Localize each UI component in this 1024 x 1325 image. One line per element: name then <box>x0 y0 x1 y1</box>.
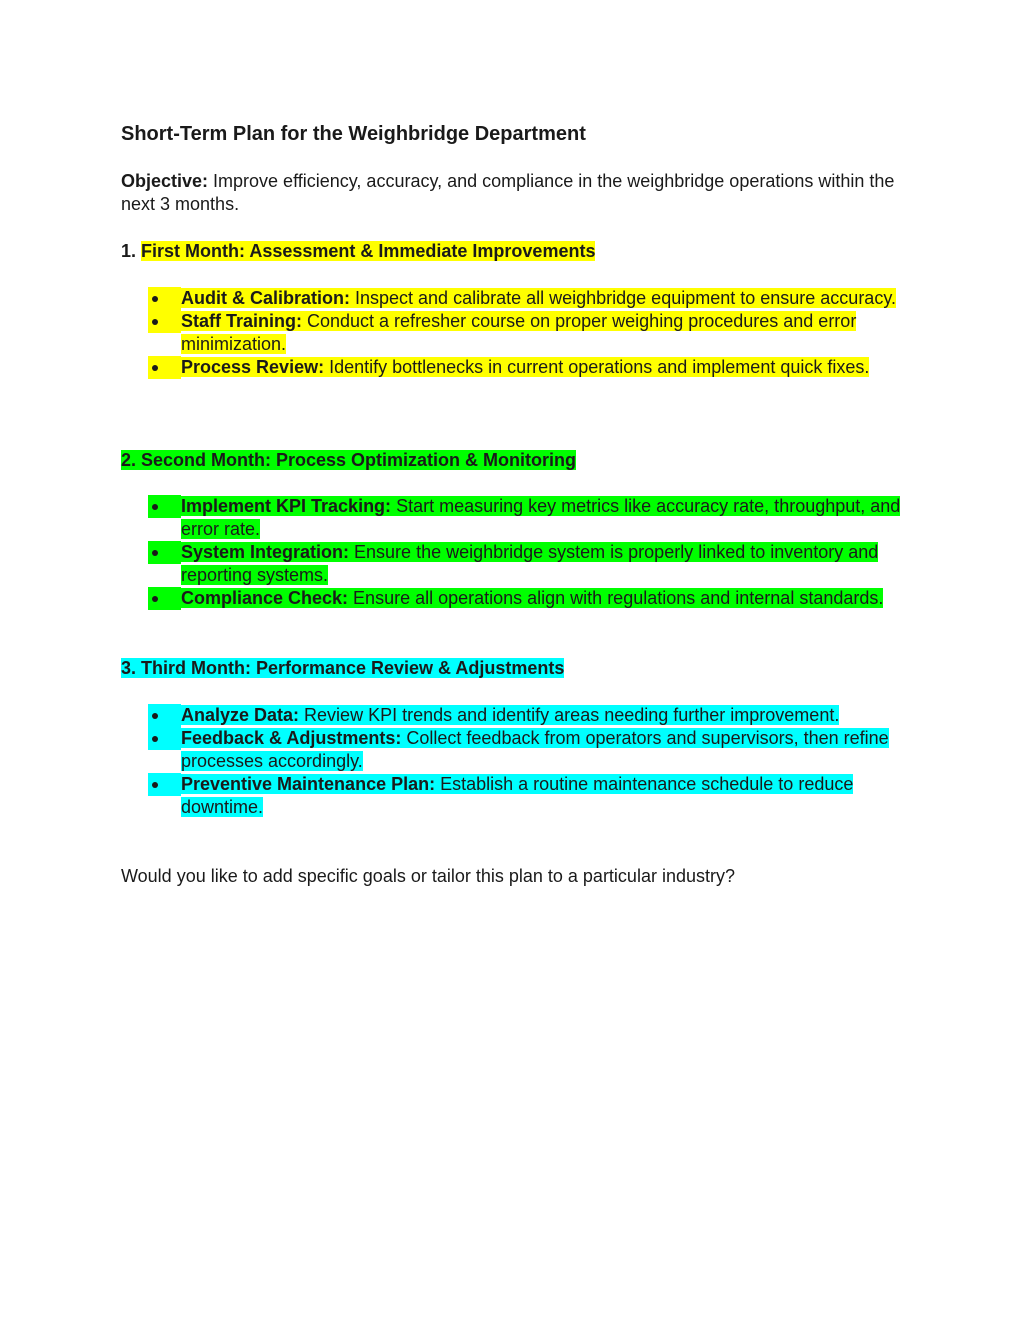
section-list-3 <box>121 704 911 819</box>
list-item-text <box>181 774 853 817</box>
section-title-2: Second Month: Process Optimization & Monitoring <box>141 450 577 470</box>
section-number-2: 2. <box>121 450 142 470</box>
list-item-text <box>181 588 883 608</box>
section-heading-1 <box>121 240 595 263</box>
bullet-icon <box>148 587 181 610</box>
list-item-label: Compliance Check: <box>181 588 349 608</box>
list-item-label: Implement KPI Tracking: <box>181 496 392 516</box>
list-item-label: System Integration: <box>181 542 350 562</box>
list-item-body: Establish a routine maintenance schedule to reduce downtime. <box>181 774 854 817</box>
list-item-label: Analyze Data: <box>181 705 300 725</box>
list-item-text <box>181 542 878 585</box>
list-item <box>121 495 911 541</box>
list-item-text <box>181 496 900 539</box>
document-title: Short-Term Plan for the Weighbridge Department <box>121 123 586 145</box>
list-item <box>121 773 911 819</box>
list-item-body: Ensure all operations align with regulations and internal standards. <box>348 588 884 608</box>
bullet-icon <box>148 773 181 796</box>
list-item-body: Conduct a refresher course on proper weighing procedures and error minimization. <box>181 311 857 354</box>
objective-label: Objective: <box>121 171 209 191</box>
list-item-text <box>181 728 889 771</box>
section-title-1: First Month: Assessment & Immediate Improvements <box>141 241 596 261</box>
bullet-icon <box>148 356 181 379</box>
list-item-text <box>181 311 856 354</box>
list-item-body: Review KPI trends and identify areas needing further improvement. <box>299 705 840 725</box>
bullet-icon <box>148 727 181 750</box>
objective-paragraph <box>121 170 906 216</box>
list-item-body: Collect feedback from operators and supervisors, then refine processes accordingly. <box>181 728 889 771</box>
list-item-text <box>181 705 839 725</box>
list-item <box>121 587 911 610</box>
bullet-icon <box>148 310 181 333</box>
list-item-label: Preventive Maintenance Plan: <box>181 774 436 794</box>
list-item-body: Inspect and calibrate all weighbridge equipment to ensure accuracy. <box>350 288 896 308</box>
list-item-label: Audit & Calibration: <box>181 288 350 308</box>
section-heading-3 <box>121 657 564 680</box>
bullet-icon <box>148 704 181 727</box>
bullet-icon <box>148 495 181 518</box>
section-number-1: 1. <box>121 241 142 261</box>
list-item <box>121 541 911 587</box>
list-item <box>121 704 911 727</box>
section-title-3: Third Month: Performance Review & Adjustments <box>141 658 565 678</box>
list-item-body: Ensure the weighbridge system is properly linked to inventory and reporting systems. <box>181 542 879 585</box>
list-item <box>121 727 911 773</box>
list-item-text <box>181 357 869 377</box>
list-item <box>121 287 911 310</box>
list-item-body: Identify bottlenecks in current operations and implement quick fixes. <box>324 357 870 377</box>
list-item-text <box>181 288 896 308</box>
objective-text: Improve efficiency, accuracy, and compliance in the weighbridge operations within the next 3 months. <box>121 171 895 214</box>
closing-question: Would you like to add specific goals or tailor this plan to a particular industry? <box>121 866 735 886</box>
section-number-3: 3. <box>121 658 142 678</box>
list-item-label: Process Review: <box>181 357 325 377</box>
section-list-1 <box>121 287 911 379</box>
list-item <box>121 310 911 356</box>
bullet-icon <box>148 287 181 310</box>
section-list-2 <box>121 495 911 610</box>
bullet-icon <box>148 541 181 564</box>
section-heading-2 <box>121 449 576 472</box>
list-item-body: Start measuring key metrics like accuracy rate, throughput, and error rate. <box>181 496 901 539</box>
list-item-label: Feedback & Adjustments: <box>181 728 402 748</box>
list-item <box>121 356 911 379</box>
list-item-label: Staff Training: <box>181 311 302 331</box>
